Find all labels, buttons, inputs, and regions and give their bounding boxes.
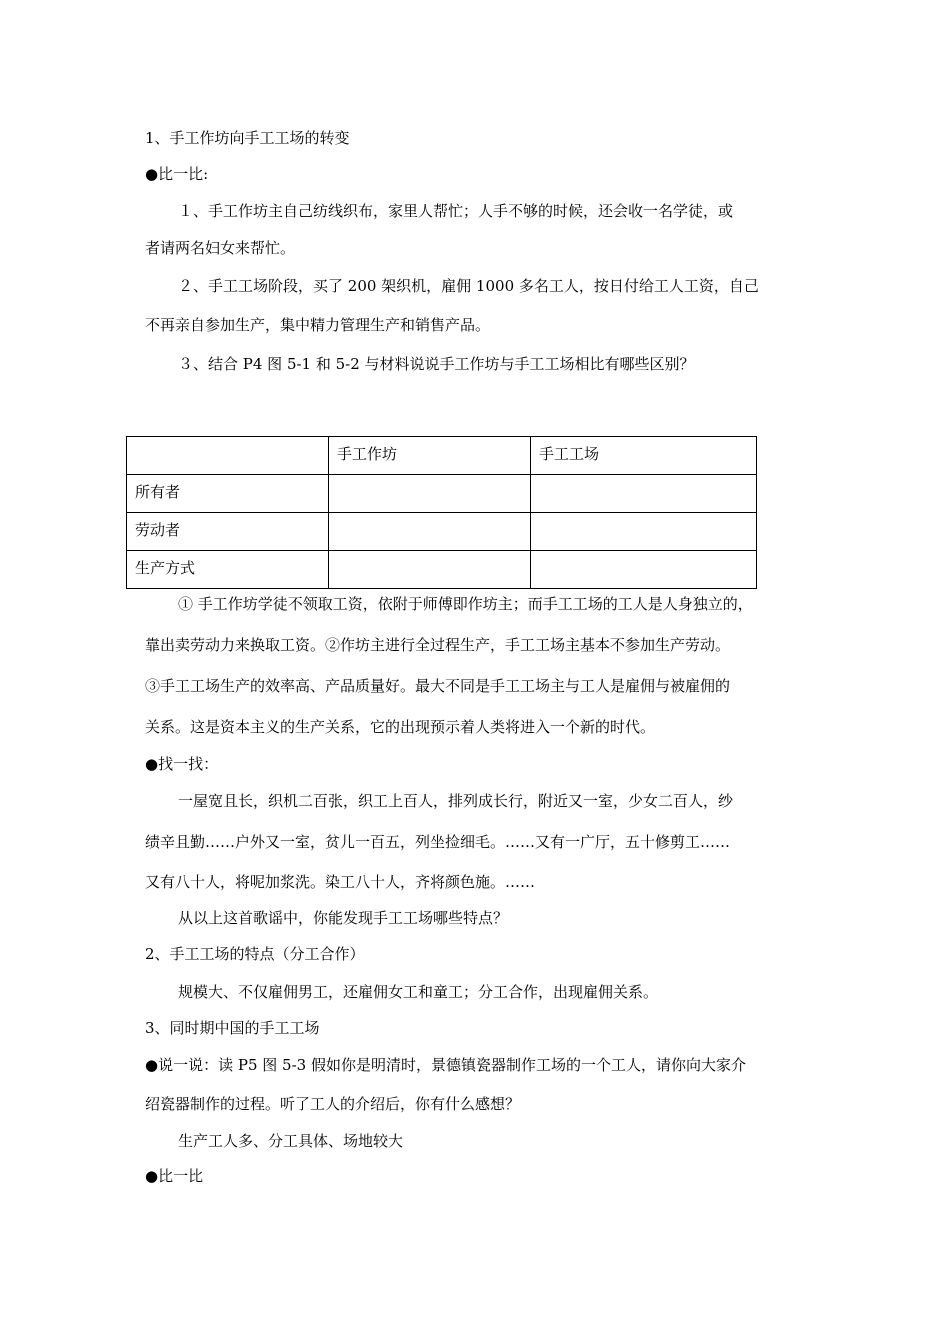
answer-line4: 关系。这是资本主义的生产关系，它的出现预示着人类将进入一个新的时代。 — [145, 718, 656, 736]
find-question: 从以上这首歌谣中，你能发现手工工场哪些特点？ — [178, 909, 509, 927]
table-cell — [329, 475, 531, 513]
paragraph-workshop-line1: １、手工作坊主自己纺线织布，家里人帮忙；人手不够的时候，还会收一名学徒，或 — [178, 202, 734, 220]
table-row-label: 劳动者 — [127, 513, 329, 551]
table-header-cell: 手工工场 — [531, 437, 757, 475]
paragraph-manufactory-line2: 不再亲自参加生产，集中精力管理生产和销售产品。 — [145, 316, 491, 334]
table-header-cell: 手工作坊 — [329, 437, 531, 475]
table-cell — [531, 513, 757, 551]
compare-label-2: ●比一比 — [145, 1167, 204, 1185]
paragraph-question: ３、结合 P4 图 5-1 和 5-2 与材料说说手工作坊与手工工场相比有哪些区别？ — [178, 355, 695, 373]
paragraph-manufactory-line1: ２、手工工场阶段，买了 200 架织机，雇佣 1000 多名工人，按日付给工人工资，自己 — [178, 277, 759, 295]
answer-line1: ① 手工作坊学徒不领取工资，依附于师傅即作坊主；而手工工场的工人是人身独立的， — [178, 595, 753, 613]
table-cell — [531, 475, 757, 513]
find-label: ●找一找： — [145, 755, 219, 773]
section2-text: 规模大、不仅雇佣男工，还雇佣女工和童工；分工合作，出现雇佣关系。 — [178, 983, 659, 1001]
table-row-label: 生产方式 — [127, 551, 329, 589]
table-row-label: 所有者 — [127, 475, 329, 513]
ballad-line1: 一屋宽且长，织机二百张，织工上百人，排列成长行，附近又一室，少女二百人，纱 — [178, 792, 734, 810]
paragraph-workshop-line2: 者请两名妇女来帮忙。 — [145, 239, 296, 257]
ballad-line3: 又有八十人，将呢加浆洗。染工八十人，齐将颜色施。…… — [145, 873, 536, 891]
table-cell — [329, 513, 531, 551]
table-row — [127, 513, 757, 551]
say-line2: 绍瓷器制作的过程。听了工人的介绍后，你有什么感想？ — [145, 1095, 521, 1113]
section-heading-1: 1、手工作坊向手工工场的转变 — [145, 129, 350, 147]
section-heading-3: 3、同时期中国的手工工场 — [145, 1019, 320, 1037]
answer-line2: 靠出卖劳动力来换取工资。②作坊主进行全过程生产，手工工场主基本不参加生产劳动。 — [145, 636, 731, 654]
table-row — [127, 551, 757, 589]
table-cell — [329, 551, 531, 589]
table-header-cell — [127, 437, 329, 475]
compare-label: ●比一比: — [145, 165, 209, 183]
comparison-table — [126, 436, 757, 589]
table-row — [127, 475, 757, 513]
section3-answer: 生产工人多、分工具体、场地较大 — [178, 1132, 404, 1150]
say-line1: ●说一说：读 P5 图 5-3 假如你是明清时，景德镇瓷器制作工场的一个工人，请你向大家介 — [145, 1056, 746, 1074]
table-cell — [531, 551, 757, 589]
table-header-row — [127, 437, 757, 475]
section-heading-2: 2、手工工场的特点（分工合作） — [145, 945, 365, 963]
ballad-line2: 绩辛且勤……户外又一室，贫儿一百五，列坐捡细毛。……又有一广厅，五十修剪工…… — [145, 833, 731, 851]
answer-line3: ③手工工场生产的效率高、产品质量好。最大不同是手工工场主与工人是雇佣与被雇佣的 — [145, 677, 731, 695]
